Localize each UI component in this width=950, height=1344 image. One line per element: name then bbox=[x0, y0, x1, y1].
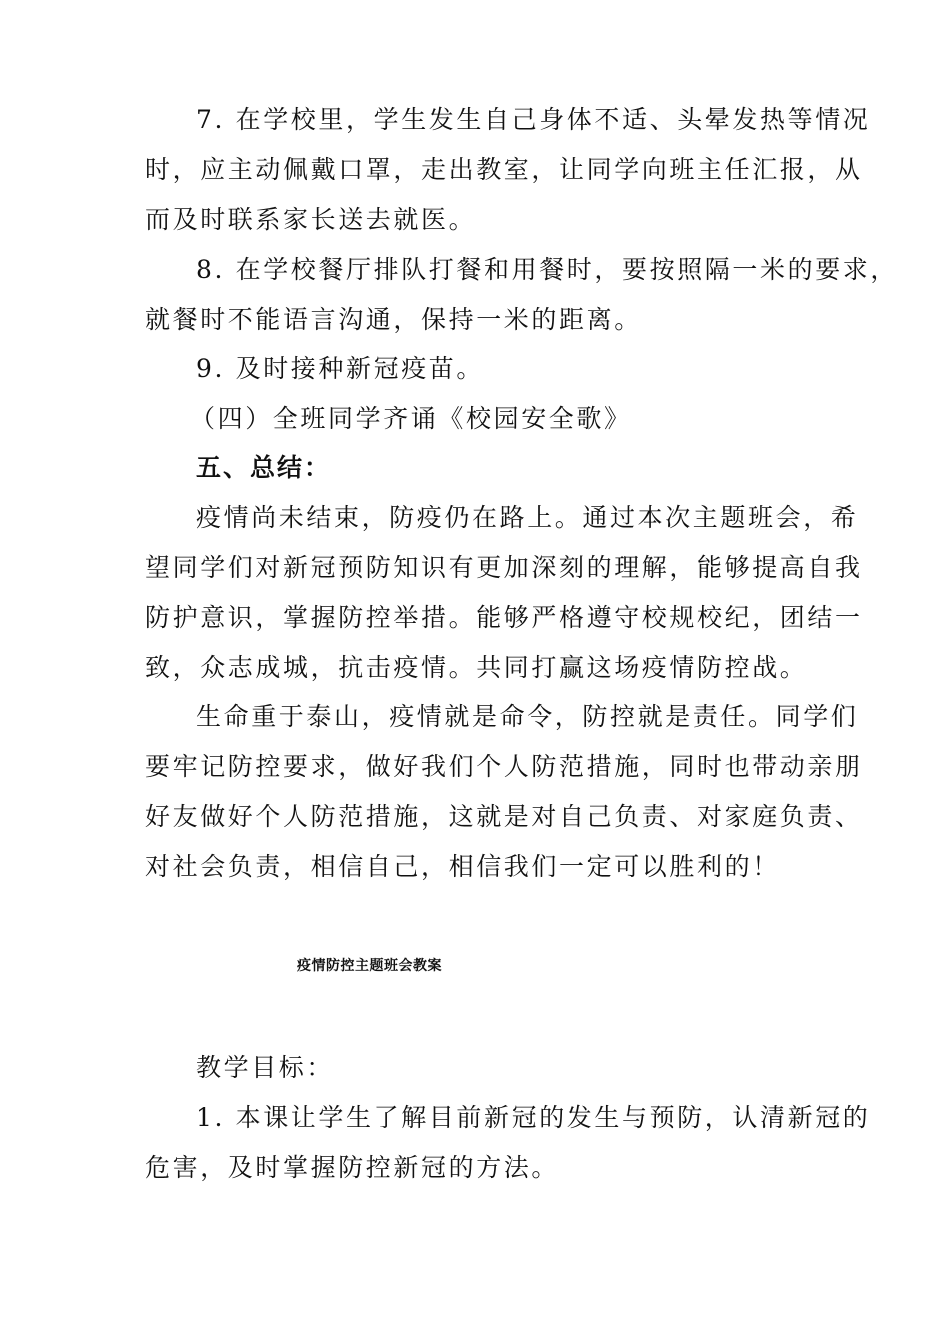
summary-para1-line4: 致，众志成城，抗击疫情。共同打赢这场疫情防控战。 bbox=[145, 653, 808, 682]
item7-line2: 时，应主动佩戴口罩，走出教室，让同学向班主任汇报，从 bbox=[145, 155, 863, 184]
summary-para2-line1: 生命重于泰山，疫情就是命令，防控就是责任。同学们 bbox=[196, 702, 859, 731]
objectives-heading: 教学目标： bbox=[196, 1053, 335, 1082]
objective1-line2: 危害，及时掌握防控新冠的方法。 bbox=[145, 1153, 560, 1182]
summary-heading: 五、总结： bbox=[196, 453, 332, 482]
item8-line2: 就餐时不能语言沟通，保持一米的距离。 bbox=[145, 305, 642, 334]
summary-para1-line3: 防护意识，掌握防控举措。能够严格遵守校规校纪，团结一 bbox=[145, 603, 863, 632]
summary-para2-line3: 好友做好个人防范措施，这就是对自己负责、对家庭负责、 bbox=[145, 802, 863, 831]
summary-para2-line4: 对社会负责，相信自己，相信我们一定可以胜利的！ bbox=[145, 852, 780, 881]
document-title: 疫情防控主题班会教案 bbox=[297, 958, 442, 974]
item7-line3: 而及时联系家长送去就医。 bbox=[145, 205, 477, 234]
summary-para1-line2: 望同学们对新冠预防知识有更加深刻的理解，能够提高自我 bbox=[145, 553, 863, 582]
summary-para1-line1: 疫情尚未结束，防疫仍在路上。通过本次主题班会，希 bbox=[196, 503, 859, 532]
item9-text: 9. 及时接种新冠疫苗。 bbox=[196, 354, 485, 383]
item8-line1: 8. 在学校餐厅排队打餐和用餐时，要按照隔一米的要求， bbox=[196, 255, 899, 284]
item7-line1: 7. 在学校里，学生发生自己身体不适、头晕发热等情况 bbox=[196, 105, 871, 134]
summary-para2-line2: 要牢记防控要求，做好我们个人防范措施，同时也带动亲朋 bbox=[145, 752, 863, 781]
part4-heading: （四）全班同学齐诵《校园安全歌》 bbox=[190, 404, 632, 433]
objective1-line1: 1. 本课让学生了解目前新冠的发生与预防，认清新冠的 bbox=[196, 1103, 871, 1132]
